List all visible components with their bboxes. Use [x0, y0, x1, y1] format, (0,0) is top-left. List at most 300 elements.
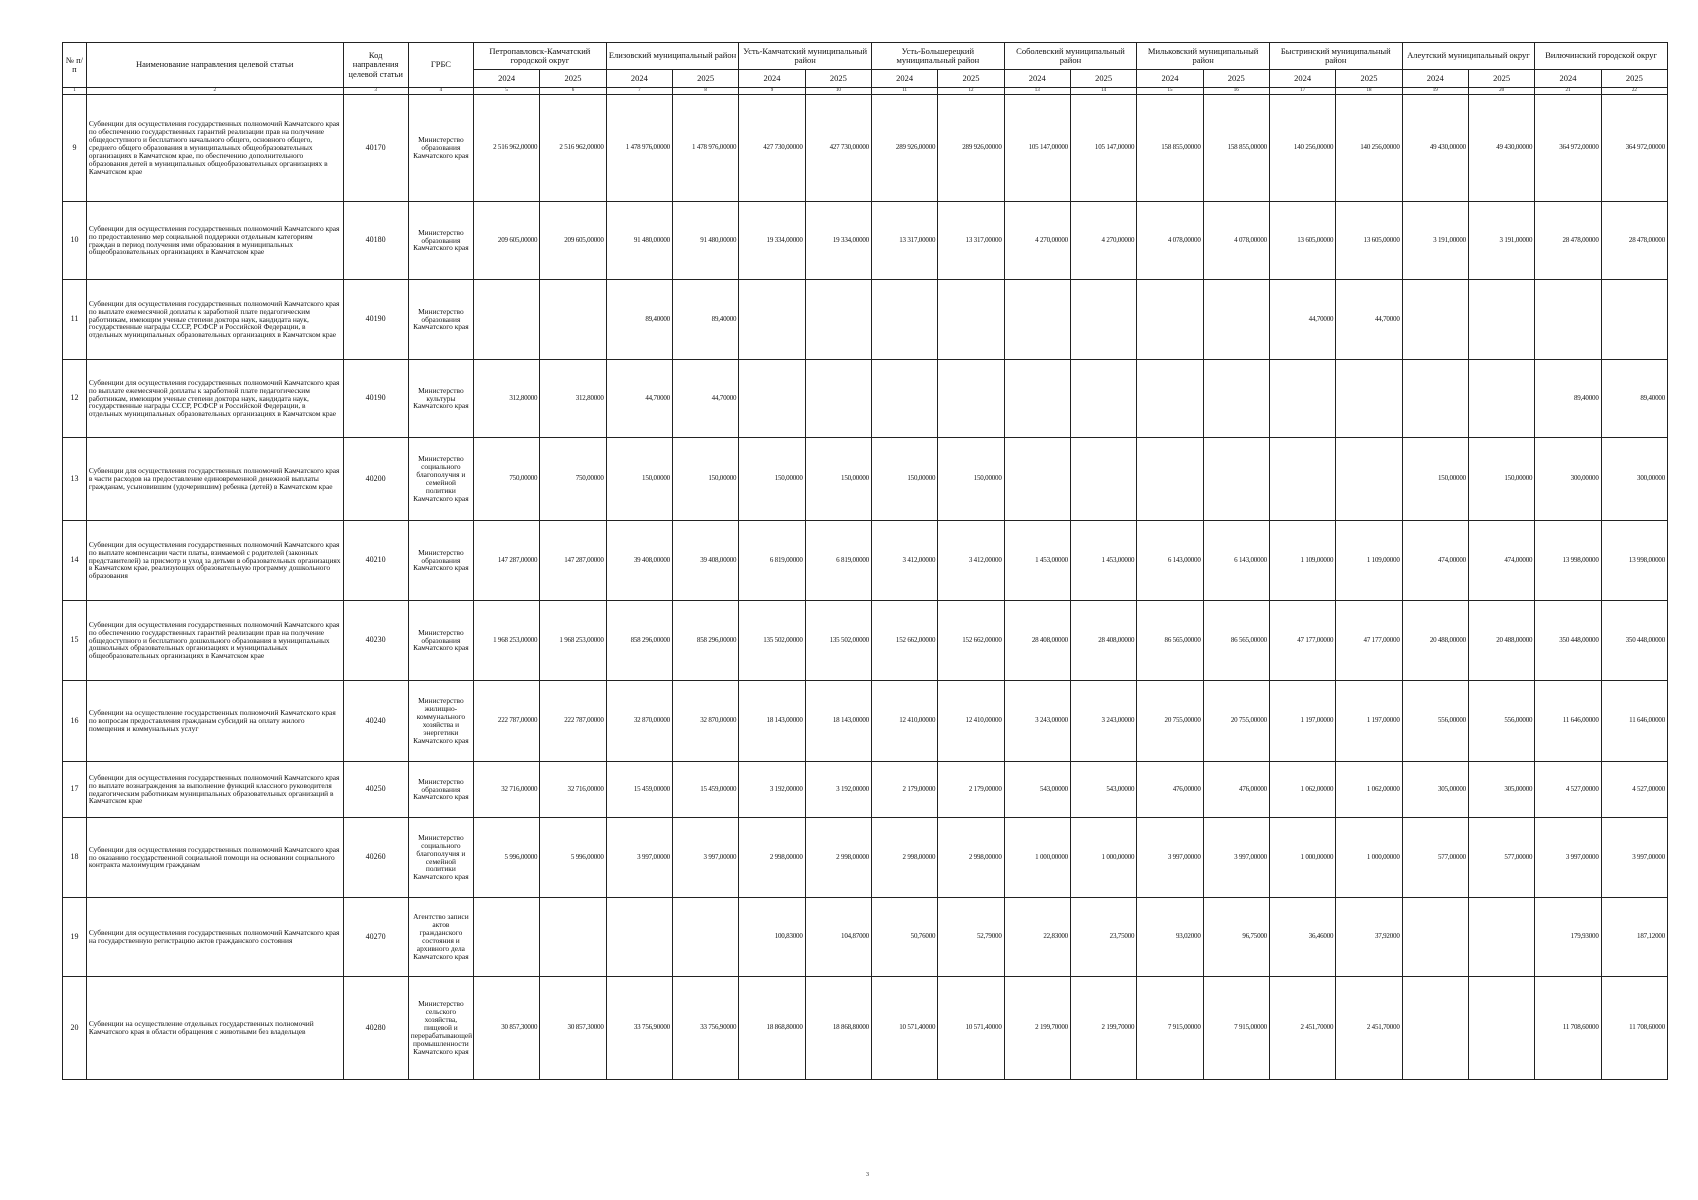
- value-cell: [1402, 977, 1468, 1080]
- value-cell: 187,12000: [1601, 898, 1667, 977]
- value-cell: 147 287,00000: [540, 521, 606, 601]
- value-cell: 543,00000: [1070, 762, 1136, 818]
- value-cell: 89,40000: [672, 280, 738, 360]
- col-header-year: 2025: [805, 70, 871, 88]
- column-number: 16: [1203, 88, 1269, 95]
- value-cell: 32 870,00000: [672, 681, 738, 762]
- column-number: 14: [1070, 88, 1136, 95]
- row-code: 40230: [343, 601, 408, 681]
- column-number: 11: [871, 88, 937, 95]
- value-cell: [805, 360, 871, 438]
- value-cell: 18 143,00000: [739, 681, 805, 762]
- row-name: Субвенции для осуществления государственных полномочий Камчатского края по предоставлению мер социальной поддержки отдельным категориям граждан в период получения ими образования в муниципальных общеобразовательных организациях в Камчатском крае: [86, 202, 343, 280]
- row-grbs: Министерство сельского хозяйства, пищевой и перерабатывающей промышленности Камчатского края: [408, 977, 473, 1080]
- column-number: 19: [1402, 88, 1468, 95]
- col-header-year: 2024: [1269, 70, 1335, 88]
- value-cell: [805, 280, 871, 360]
- value-cell: 289 926,00000: [938, 95, 1004, 202]
- value-cell: 22,83000: [1004, 898, 1070, 977]
- value-cell: 13 317,00000: [871, 202, 937, 280]
- value-cell: [1137, 360, 1203, 438]
- row-number: 11: [63, 280, 87, 360]
- value-cell: 150,00000: [606, 438, 672, 521]
- row-grbs: Министерство образования Камчатского края: [408, 521, 473, 601]
- value-cell: 135 502,00000: [739, 601, 805, 681]
- header-row-column-numbers: [63, 88, 1668, 95]
- value-cell: [938, 360, 1004, 438]
- value-cell: [1137, 280, 1203, 360]
- value-cell: 6 143,00000: [1137, 521, 1203, 601]
- row-name: Субвенции для осуществления государственных полномочий Камчатского края по выплате ежемесячной доплаты к заработной плате педагогическим работникам, имеющим ученые степени доктора наук, кандидата наук, государственные награды СССР, РСФСР и Российской Федерации, в отдельных муниципальных образовательных организациях в Камчатском крае: [86, 360, 343, 438]
- value-cell: 93,02000: [1137, 898, 1203, 977]
- value-cell: 147 287,00000: [474, 521, 540, 601]
- value-cell: 5 996,00000: [540, 818, 606, 898]
- value-cell: 30 857,30000: [474, 977, 540, 1080]
- value-cell: 2 179,00000: [938, 762, 1004, 818]
- col-header-year: 2025: [540, 70, 606, 88]
- value-cell: 1 453,00000: [1004, 521, 1070, 601]
- value-cell: [1137, 438, 1203, 521]
- col-header-year: 2024: [739, 70, 805, 88]
- col-header-year: 2024: [1137, 70, 1203, 88]
- table-row: [63, 898, 1668, 977]
- table-row: [63, 681, 1668, 762]
- value-cell: 18 868,80000: [739, 977, 805, 1080]
- value-cell: [1203, 280, 1269, 360]
- value-cell: [474, 898, 540, 977]
- value-cell: 2 998,00000: [805, 818, 871, 898]
- column-number: 18: [1336, 88, 1402, 95]
- col-header-year: 2025: [1468, 70, 1534, 88]
- value-cell: 19 334,00000: [805, 202, 871, 280]
- row-code: 40280: [343, 977, 408, 1080]
- value-cell: 427 730,00000: [805, 95, 871, 202]
- row-name: Субвенции для осуществления государственных полномочий Камчатского края по оказанию государственной социальной помощи на основании социального контракта малоимущим гражданам: [86, 818, 343, 898]
- row-code: 40170: [343, 95, 408, 202]
- row-number: 14: [63, 521, 87, 601]
- table-row: [63, 280, 1668, 360]
- value-cell: 7 915,00000: [1137, 977, 1203, 1080]
- row-number: 17: [63, 762, 87, 818]
- column-number: 9: [739, 88, 805, 95]
- table-row: [63, 95, 1668, 202]
- value-cell: [1070, 280, 1136, 360]
- value-cell: 150,00000: [805, 438, 871, 521]
- col-header-municipality: Вилючинский городской округ: [1535, 43, 1668, 70]
- value-cell: 23,75000: [1070, 898, 1136, 977]
- value-cell: 13 998,00000: [1601, 521, 1667, 601]
- value-cell: 47 177,00000: [1269, 601, 1335, 681]
- col-header-municipality: Соболевский муниципальный район: [1004, 43, 1137, 70]
- row-code: 40260: [343, 818, 408, 898]
- value-cell: 3 997,00000: [1137, 818, 1203, 898]
- value-cell: 476,00000: [1137, 762, 1203, 818]
- row-name: Субвенции для осуществления государственных полномочий Камчатского края по выплате компенсации части платы, взимаемой с родителей (законных представителей) за присмотр и уход за детьми в образовательных организациях в Камчатском крае, реализующих образовательную программу дошкольного образования: [86, 521, 343, 601]
- value-cell: [1402, 280, 1468, 360]
- row-code: 40270: [343, 898, 408, 977]
- value-cell: 11 646,00000: [1535, 681, 1601, 762]
- value-cell: [474, 280, 540, 360]
- value-cell: 20 488,00000: [1468, 601, 1534, 681]
- column-number: 17: [1269, 88, 1335, 95]
- row-code: 40240: [343, 681, 408, 762]
- col-header-year: 2025: [1203, 70, 1269, 88]
- value-cell: 3 243,00000: [1070, 681, 1136, 762]
- value-cell: 105 147,00000: [1070, 95, 1136, 202]
- value-cell: 1 062,00000: [1336, 762, 1402, 818]
- value-cell: 150,00000: [739, 438, 805, 521]
- value-cell: 37,92000: [1336, 898, 1402, 977]
- col-header-year: 2024: [1402, 70, 1468, 88]
- value-cell: 158 855,00000: [1137, 95, 1203, 202]
- col-header-year: 2025: [1070, 70, 1136, 88]
- col-header-year: 2025: [1601, 70, 1667, 88]
- value-cell: 91 480,00000: [606, 202, 672, 280]
- column-number: 15: [1137, 88, 1203, 95]
- row-name: Субвенции на осуществление государственных полномочий Камчатского края по вопросам предоставления гражданам субсидий на оплату жилого помещения и коммунальных услуг: [86, 681, 343, 762]
- value-cell: 18 868,80000: [805, 977, 871, 1080]
- value-cell: 100,83000: [739, 898, 805, 977]
- value-cell: 2 516 962,00000: [474, 95, 540, 202]
- value-cell: [1468, 898, 1534, 977]
- value-cell: [1004, 438, 1070, 521]
- value-cell: 300,00000: [1601, 438, 1667, 521]
- value-cell: [1070, 360, 1136, 438]
- value-cell: [540, 898, 606, 977]
- value-cell: 222 787,00000: [474, 681, 540, 762]
- col-header-municipality: Усть-Большерецкий муниципальный район: [871, 43, 1004, 70]
- value-cell: 1 000,00000: [1269, 818, 1335, 898]
- table-row: [63, 521, 1668, 601]
- value-cell: 49 430,00000: [1468, 95, 1534, 202]
- row-grbs: Министерство культуры Камчатского края: [408, 360, 473, 438]
- value-cell: 30 857,30000: [540, 977, 606, 1080]
- col-header-year: 2024: [474, 70, 540, 88]
- value-cell: 10 571,40000: [871, 977, 937, 1080]
- row-grbs: Министерство образования Камчатского края: [408, 280, 473, 360]
- value-cell: 33 756,90000: [672, 977, 738, 1080]
- value-cell: 140 256,00000: [1269, 95, 1335, 202]
- value-cell: 5 996,00000: [474, 818, 540, 898]
- row-number: 16: [63, 681, 87, 762]
- row-code: 40200: [343, 438, 408, 521]
- value-cell: 300,00000: [1535, 438, 1601, 521]
- value-cell: [739, 280, 805, 360]
- table-row: [63, 202, 1668, 280]
- value-cell: 39 408,00000: [672, 521, 738, 601]
- value-cell: 427 730,00000: [739, 95, 805, 202]
- value-cell: 15 459,00000: [606, 762, 672, 818]
- value-cell: 44,70000: [1336, 280, 1402, 360]
- value-cell: 1 968 253,00000: [474, 601, 540, 681]
- value-cell: 150,00000: [1468, 438, 1534, 521]
- value-cell: [1468, 360, 1534, 438]
- row-grbs: Агентство записи актов гражданского состояния и архивного дела Камчатского края: [408, 898, 473, 977]
- value-cell: 209 605,00000: [540, 202, 606, 280]
- col-header-year: 2025: [672, 70, 738, 88]
- value-cell: 150,00000: [672, 438, 738, 521]
- value-cell: 10 571,40000: [938, 977, 1004, 1080]
- value-cell: 33 756,90000: [606, 977, 672, 1080]
- value-cell: [1535, 280, 1601, 360]
- row-grbs: Министерство образования Камчатского края: [408, 601, 473, 681]
- col-header-year: 2024: [1535, 70, 1601, 88]
- value-cell: 44,70000: [672, 360, 738, 438]
- table-row: [63, 762, 1668, 818]
- value-cell: 91 480,00000: [672, 202, 738, 280]
- value-cell: 577,00000: [1468, 818, 1534, 898]
- column-number: 20: [1468, 88, 1534, 95]
- value-cell: 4 270,00000: [1004, 202, 1070, 280]
- value-cell: 150,00000: [938, 438, 1004, 521]
- row-grbs: Министерство социального благополучия и семейной политики Камчатского края: [408, 438, 473, 521]
- row-grbs: Министерство образования Камчатского края: [408, 202, 473, 280]
- row-code: 40180: [343, 202, 408, 280]
- value-cell: 13 605,00000: [1269, 202, 1335, 280]
- value-cell: 140 256,00000: [1336, 95, 1402, 202]
- col-header-municipality: Петропавловск-Камчатский городской округ: [474, 43, 607, 70]
- col-header-year: 2025: [938, 70, 1004, 88]
- value-cell: 7 915,00000: [1203, 977, 1269, 1080]
- value-cell: [606, 898, 672, 977]
- column-number: 5: [474, 88, 540, 95]
- value-cell: 1 478 976,00000: [672, 95, 738, 202]
- value-cell: 2 998,00000: [739, 818, 805, 898]
- value-cell: 32 870,00000: [606, 681, 672, 762]
- value-cell: 2 998,00000: [871, 818, 937, 898]
- col-header-municipality: Усть-Камчатский муниципальный район: [739, 43, 872, 70]
- value-cell: 12 410,00000: [871, 681, 937, 762]
- col-header-municipality: Алеутский муниципальный округ: [1402, 43, 1535, 70]
- value-cell: 858 296,00000: [672, 601, 738, 681]
- value-cell: 474,00000: [1402, 521, 1468, 601]
- page-mark: 3: [866, 1172, 869, 1178]
- row-number: 9: [63, 95, 87, 202]
- column-number: 13: [1004, 88, 1070, 95]
- value-cell: 6 143,00000: [1203, 521, 1269, 601]
- col-header-name: Наименование направления целевой статьи: [86, 43, 343, 88]
- value-cell: 6 819,00000: [739, 521, 805, 601]
- value-cell: 1 000,00000: [1004, 818, 1070, 898]
- value-cell: 2 179,00000: [871, 762, 937, 818]
- value-cell: 12 410,00000: [938, 681, 1004, 762]
- value-cell: 96,75000: [1203, 898, 1269, 977]
- value-cell: 18 143,00000: [805, 681, 871, 762]
- column-number: 4: [408, 88, 473, 95]
- value-cell: 1 968 253,00000: [540, 601, 606, 681]
- value-cell: 39 408,00000: [606, 521, 672, 601]
- column-number: 7: [606, 88, 672, 95]
- value-cell: 4 078,00000: [1137, 202, 1203, 280]
- col-header-grbs: ГРБС: [408, 43, 473, 88]
- value-cell: 28 478,00000: [1535, 202, 1601, 280]
- column-number: 6: [540, 88, 606, 95]
- row-grbs: Министерство образования Камчатского края: [408, 762, 473, 818]
- value-cell: 13 605,00000: [1336, 202, 1402, 280]
- row-grbs: Министерство социального благополучия и семейной политики Камчатского края: [408, 818, 473, 898]
- column-number: 1: [63, 88, 87, 95]
- value-cell: 152 662,00000: [871, 601, 937, 681]
- value-cell: 179,93000: [1535, 898, 1601, 977]
- value-cell: 2 199,70000: [1004, 977, 1070, 1080]
- row-number: 10: [63, 202, 87, 280]
- value-cell: 4 270,00000: [1070, 202, 1136, 280]
- value-cell: 1 000,00000: [1336, 818, 1402, 898]
- value-cell: [1402, 898, 1468, 977]
- value-cell: [1269, 438, 1335, 521]
- row-code: 40250: [343, 762, 408, 818]
- value-cell: 105 147,00000: [1004, 95, 1070, 202]
- value-cell: 11 708,60000: [1601, 977, 1667, 1080]
- value-cell: [1468, 280, 1534, 360]
- col-header-municipality: Мильковский муниципальный район: [1137, 43, 1270, 70]
- column-number: 3: [343, 88, 408, 95]
- value-cell: 104,87000: [805, 898, 871, 977]
- table-row: [63, 977, 1668, 1080]
- column-number: 2: [86, 88, 343, 95]
- value-cell: 1 000,00000: [1070, 818, 1136, 898]
- value-cell: 312,80000: [540, 360, 606, 438]
- value-cell: 474,00000: [1468, 521, 1534, 601]
- value-cell: 2 451,70000: [1336, 977, 1402, 1080]
- col-header-municipality: Елизовский муниципальный район: [606, 43, 739, 70]
- value-cell: 13 317,00000: [938, 202, 1004, 280]
- value-cell: 305,00000: [1402, 762, 1468, 818]
- value-cell: [1004, 280, 1070, 360]
- value-cell: 222 787,00000: [540, 681, 606, 762]
- row-number: 13: [63, 438, 87, 521]
- value-cell: 2 199,70000: [1070, 977, 1136, 1080]
- value-cell: [1203, 360, 1269, 438]
- value-cell: 135 502,00000: [805, 601, 871, 681]
- value-cell: 50,76000: [871, 898, 937, 977]
- value-cell: 1 062,00000: [1269, 762, 1335, 818]
- row-name: Субвенции для осуществления государственных полномочий Камчатского края по обеспечению государственных гарантий реализации прав на получение общедоступного и бесплатного дошкольного образования в муниципальных дошкольных образовательных организациях и муниципальных общеобразовательных организациях в Камчатском крае: [86, 601, 343, 681]
- value-cell: [1336, 438, 1402, 521]
- value-cell: 750,00000: [540, 438, 606, 521]
- row-name: Субвенции для осуществления государственных полномочий Камчатского края по выплате вознаграждения за выполнение функций классного руководителя педагогическим работникам муниципальных образовательных организаций в Камчатском крае: [86, 762, 343, 818]
- row-number: 15: [63, 601, 87, 681]
- value-cell: 350 448,00000: [1535, 601, 1601, 681]
- value-cell: 20 488,00000: [1402, 601, 1468, 681]
- value-cell: 3 192,00000: [805, 762, 871, 818]
- value-cell: [871, 280, 937, 360]
- value-cell: 305,00000: [1468, 762, 1534, 818]
- value-cell: 36,46000: [1269, 898, 1335, 977]
- value-cell: 2 516 962,00000: [540, 95, 606, 202]
- col-header-year: 2025: [1336, 70, 1402, 88]
- row-code: 40210: [343, 521, 408, 601]
- value-cell: 3 997,00000: [1535, 818, 1601, 898]
- value-cell: 1 478 976,00000: [606, 95, 672, 202]
- value-cell: 28 408,00000: [1070, 601, 1136, 681]
- row-number: 12: [63, 360, 87, 438]
- row-name: Субвенции на осуществление отдельных государственных полномочий Камчатского края в области обращения с животными без владельцев: [86, 977, 343, 1080]
- value-cell: 150,00000: [871, 438, 937, 521]
- value-cell: 47 177,00000: [1336, 601, 1402, 681]
- value-cell: 4 527,00000: [1601, 762, 1667, 818]
- value-cell: 13 998,00000: [1535, 521, 1601, 601]
- value-cell: 15 459,00000: [672, 762, 738, 818]
- value-cell: 3 997,00000: [672, 818, 738, 898]
- value-cell: 11 646,00000: [1601, 681, 1667, 762]
- subvention-table: [62, 42, 1668, 1080]
- value-cell: 543,00000: [1004, 762, 1070, 818]
- table-row: [63, 360, 1668, 438]
- value-cell: 4 078,00000: [1203, 202, 1269, 280]
- value-cell: 4 527,00000: [1535, 762, 1601, 818]
- value-cell: 52,79000: [938, 898, 1004, 977]
- value-cell: 28 478,00000: [1601, 202, 1667, 280]
- value-cell: [871, 360, 937, 438]
- value-cell: [540, 280, 606, 360]
- value-cell: 28 408,00000: [1004, 601, 1070, 681]
- row-number: 20: [63, 977, 87, 1080]
- row-number: 18: [63, 818, 87, 898]
- value-cell: 152 662,00000: [938, 601, 1004, 681]
- row-grbs: Министерство жилищно-коммунального хозяйства и энергетики Камчатского края: [408, 681, 473, 762]
- value-cell: [1004, 360, 1070, 438]
- value-cell: 3 997,00000: [1601, 818, 1667, 898]
- value-cell: 3 191,00000: [1468, 202, 1534, 280]
- col-header-num: № п/п: [63, 43, 87, 88]
- row-name: Субвенции для осуществления государственных полномочий Камчатского края в части расходов на предоставление единовременной денежной выплаты гражданам, усыновившим (удочерившим) ребенка (детей) в Камчатском крае: [86, 438, 343, 521]
- col-header-municipality: Быстринский муниципальный район: [1269, 43, 1402, 70]
- row-number: 19: [63, 898, 87, 977]
- header-row-municipalities: [63, 43, 1668, 70]
- value-cell: 44,70000: [1269, 280, 1335, 360]
- value-cell: 312,80000: [474, 360, 540, 438]
- row-name: Субвенции для осуществления государственных полномочий Камчатского края по обеспечению государственных гарантий реализации прав на получение общедоступного и бесплатного начального общего, основного общего, среднего общего образования в муниципальных общеобразовательных организациях в Камчатском крае, по обеспечению дополнительного образования детей в муниципальных общеобразовательных организациях в Камчатском крае: [86, 95, 343, 202]
- value-cell: 11 708,60000: [1535, 977, 1601, 1080]
- value-cell: 556,00000: [1468, 681, 1534, 762]
- value-cell: 89,40000: [1535, 360, 1601, 438]
- value-cell: 2 998,00000: [938, 818, 1004, 898]
- value-cell: 32 716,00000: [474, 762, 540, 818]
- row-code: 40190: [343, 280, 408, 360]
- value-cell: 3 997,00000: [1203, 818, 1269, 898]
- value-cell: 3 412,00000: [871, 521, 937, 601]
- value-cell: [1336, 360, 1402, 438]
- row-name: Субвенции для осуществления государственных полномочий Камчатского края по выплате ежемесячной доплаты к заработной плате педагогическим работникам, имеющим ученые степени доктора наук, кандидата наук, государственные награды СССР, РСФСР и Российской Федерации, в отдельных муниципальных образовательных организациях в Камчатском крае: [86, 280, 343, 360]
- value-cell: 3 243,00000: [1004, 681, 1070, 762]
- value-cell: 209 605,00000: [474, 202, 540, 280]
- value-cell: 3 191,00000: [1402, 202, 1468, 280]
- table-row: [63, 438, 1668, 521]
- value-cell: 44,70000: [606, 360, 672, 438]
- value-cell: 364 972,00000: [1535, 95, 1601, 202]
- value-cell: 1 453,00000: [1070, 521, 1136, 601]
- value-cell: 89,40000: [606, 280, 672, 360]
- value-cell: 556,00000: [1402, 681, 1468, 762]
- column-number: 22: [1601, 88, 1667, 95]
- col-header-year: 2024: [871, 70, 937, 88]
- col-header-code: Код направления целевой статьи: [343, 43, 408, 88]
- value-cell: 19 334,00000: [739, 202, 805, 280]
- value-cell: 2 451,70000: [1269, 977, 1335, 1080]
- value-cell: 577,00000: [1402, 818, 1468, 898]
- col-header-year: 2024: [1004, 70, 1070, 88]
- value-cell: 350 448,00000: [1601, 601, 1667, 681]
- value-cell: 3 997,00000: [606, 818, 672, 898]
- value-cell: 150,00000: [1402, 438, 1468, 521]
- column-number: 21: [1535, 88, 1601, 95]
- column-number: 10: [805, 88, 871, 95]
- value-cell: 3 412,00000: [938, 521, 1004, 601]
- row-name: Субвенции для осуществления государственных полномочий Камчатского края на государственную регистрацию актов гражданского состояния: [86, 898, 343, 977]
- value-cell: [1203, 438, 1269, 521]
- value-cell: 20 755,00000: [1137, 681, 1203, 762]
